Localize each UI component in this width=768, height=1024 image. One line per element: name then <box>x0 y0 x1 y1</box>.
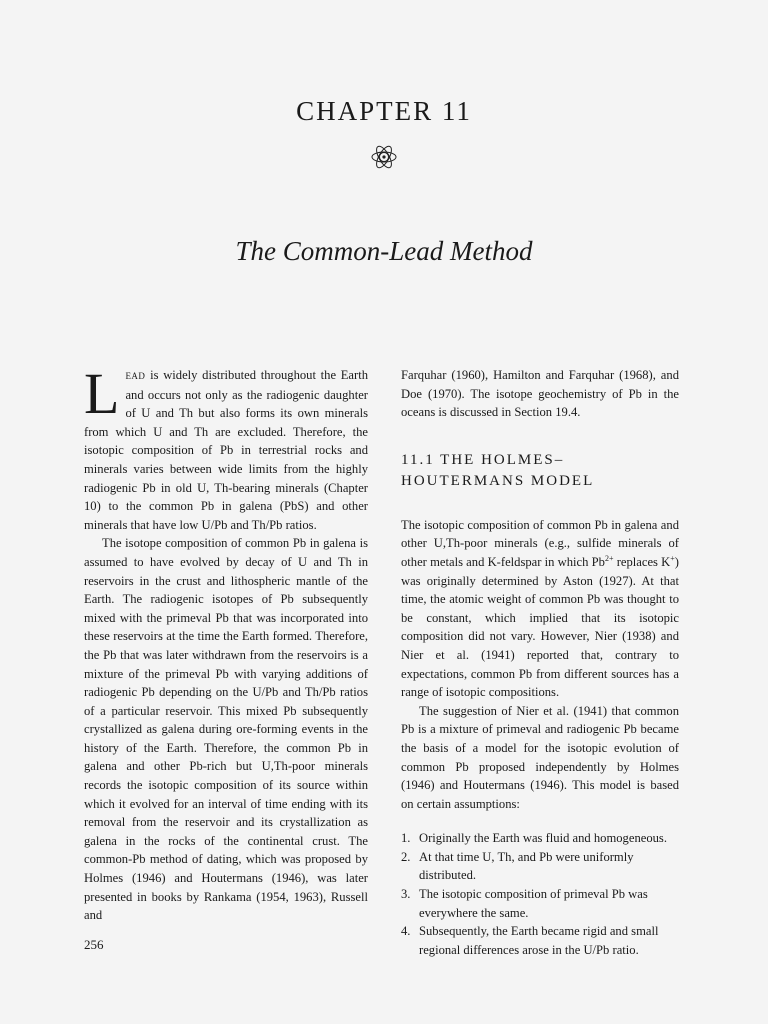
list-item: 1. Originally the Earth was fluid and homogeneous. <box>401 831 667 846</box>
chapter-label: CHAPTER 11 <box>296 96 472 126</box>
list-item: 2. At that time U, Th, and Pb were uniformly distributed. <box>401 849 634 883</box>
list-item: 4. Subsequently, the Earth became rigid and small regional differences arose in the U/Pb ratio. <box>401 924 659 957</box>
lead-smallcaps: EAD <box>125 371 146 381</box>
intro-paragraph <box>84 361 368 534</box>
left-column <box>84 361 368 925</box>
intro-paragraph-text: is widely distributed throughout the Earth and occurs not only as the radiogenic daughter of U and Th but also forms its own minerals from which U and Th are excluded. Therefore, the isotopic composition of Pb in terrestrial rocks and minerals varies between wide limits from the highly radiogenic Pb in old U, Th-bearing minerals (Chapter 10) to the common Pb in galena (PbS) and other minerals that have low U/Pb and Th/Pb ratios. <box>84 368 368 532</box>
atom-ornament-icon <box>369 142 399 172</box>
continued-paragraph: Farquhar (1960), Hamilton and Farquhar (1968), and Doe (1970). The isotope geochemistry of Pb in the oceans is discussed in Section 19.4. <box>401 368 679 420</box>
body-paragraph: The isotope composition of common Pb in galena is assumed to have evolved by decay of U and Th in reservoirs in the crust and lithospheric mantle of the Earth. The radiogenic isotopes of Pb subsequently mixed with the primeval Pb that was incorporated into these reservoirs at the time the Earth formed. Therefore, the Pb that was later withdrawn from the reservoirs is a mixture of the primeval Pb with varying additions of radiogenic Pb depending on the U/Pb and Th/Pb ratios of a particular reservoir. This mixed Pb subsequently crystallized as galena during ore-forming events in the history of the Earth. Therefore, the common Pb in galena and other Pb-rich but U,Th-poor minerals records the isotopic composition of its source within which it evolved for an interval of time ending with its removal from the reservoir and its crystallization as galena in the rocks of the continental crust. The common-Pb method of dating, which was proposed by Holmes (1946) and Houtermans (1946), was later presented in books by Rankama (1954, 1963), Russell and <box>84 536 368 923</box>
drop-cap: L <box>84 361 120 426</box>
chapter-title: The Common-Lead Method <box>235 236 533 266</box>
assumptions-list <box>401 829 679 959</box>
right-column <box>401 366 679 959</box>
section-paragraph: The isotopic composition of common Pb in galena and other U,Th-poor minerals (e.g., sulfide minerals of other metals and K-feldspar in which $Pb^{2+}$ replaces K+) was originally determined by Aston (1927). At that time, the atomic weight of common Pb was thought to be constant, which implied that its isotopic composition did not vary. However, Nier (1938) and Nier et al. (1941) reported that, contrary to expectations, common Pb from different sources has a range of isotopic compositions. <box>401 517 679 700</box>
list-item: 3. The isotopic composition of primeval Pb was everywhere the same. <box>401 887 648 920</box>
page-number: 256 <box>84 937 104 952</box>
section-paragraph-2: The suggestion of Nier et al. (1941) that common Pb is a mixture of primeval and radiogenic Pb became the basis of a model for the isotopic evolution of common Pb proposed independently by Holmes (1946) and Houtermans (1946). This model is based on certain assumptions: <box>401 703 679 811</box>
section-heading: 11.1 THE HOLMES–HOUTERMANS MODEL <box>401 451 595 489</box>
